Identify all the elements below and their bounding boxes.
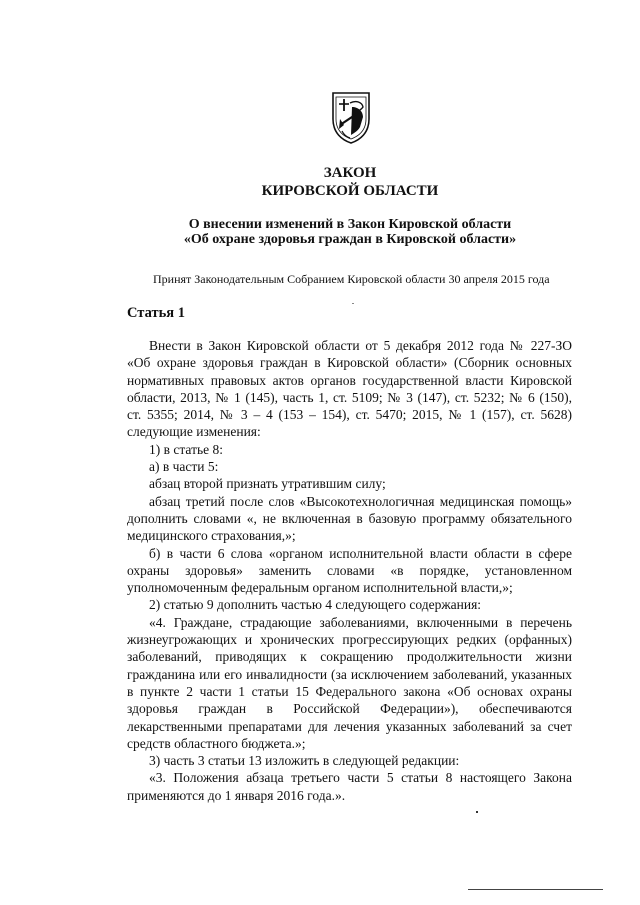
- article-line: «4. Граждане, страдающие заболеваниями, включенными в перечень: [149, 614, 572, 630]
- article-line: жизнеугрожающих и хронических прогрессирующих редких (орфанных): [127, 632, 572, 648]
- article-line: «Об охране здоровья граждан в Кировской области» (Сборник основных: [127, 355, 572, 371]
- article-line: гражданина или его инвалидности (за исключением заболеваний, указанных: [127, 666, 572, 682]
- article-line: медицинского страхования,»;: [127, 528, 296, 544]
- article-line: заболеваний, приводящих к сокращению продолжительности жизни: [127, 649, 572, 665]
- article-line: Внести в Закон Кировской области от 5 декабря 2012 года № 227-ЗО: [149, 338, 572, 353]
- article-line: абзац третий после слов «Высокотехнологичная медицинская помощь»: [149, 493, 572, 509]
- article-line: 3) часть 3 статьи 13 изложить в следующей редакции:: [149, 753, 460, 769]
- article-line: дополнить словами «, не включенная в базовую программу обязательного: [127, 510, 572, 526]
- footer-rule: [468, 889, 603, 890]
- region-heading: КИРОВСКОЙ ОБЛАСТИ: [261, 183, 439, 199]
- article-line: уполномоченным федеральным органом исполнительной власти,»;: [127, 580, 513, 596]
- law-title-line-2: «Об охране здоровья граждан в Кировской области»: [183, 232, 517, 247]
- kirov-oblast-coat-of-arms-icon: [330, 89, 372, 145]
- law-title-line-1: О внесении изменений в Закон Кировской области: [188, 217, 512, 232]
- document-type-heading: ЗАКОН: [323, 165, 377, 181]
- article-heading: Статья 1: [127, 305, 185, 321]
- article-line: здоровья граждан в Российской Федерации»), обеспечиваются: [127, 701, 572, 717]
- article-line: лекарственными препаратами для лечения указанных заболеваний за счет: [127, 718, 572, 734]
- scan-speck: [352, 303, 354, 304]
- article-line: следующие изменения:: [127, 424, 261, 440]
- article-line: ст. 5355; 2014, № 3 – 4 (153 – 154), ст. 5470; 2015, № 1 (157), ст. 5628): [127, 407, 572, 423]
- article-body: [127, 337, 572, 804]
- article-line: а) в части 5:: [149, 459, 219, 475]
- article-line: 1) в статье 8:: [149, 441, 223, 457]
- scan-speck: [476, 811, 478, 813]
- article-line: нормативных правовых актов органов государственной власти Кировской: [127, 372, 572, 388]
- article-line: в пункте 2 части 1 статьи 15 Федерального закона «Об основах охраны: [127, 683, 572, 699]
- article-line: абзац второй признать утратившим силу;: [149, 476, 386, 492]
- article-line: охраны здоровья» заменить словами «в порядке, установленном: [127, 562, 572, 578]
- article-line: применяются до 1 января 2016 года.».: [127, 787, 346, 803]
- article-line: 2) статью 9 дополнить частью 4 следующего содержания:: [149, 597, 482, 613]
- article-line: средств областного бюджета.»;: [127, 735, 306, 751]
- adoption-note: Принят Законодательным Собранием Кировской области 30 апреля 2015 года: [153, 272, 550, 286]
- article-line: б) в части 6 слова «органом исполнительной власти области в сфере: [149, 545, 572, 561]
- article-line: «3. Положения абзаца третьего части 5 статьи 8 настоящего Закона: [149, 770, 572, 786]
- article-line: области, 2013, № 1 (145), часть 1, ст. 5109; № 3 (147), ст. 5232; № 6 (150),: [127, 389, 572, 405]
